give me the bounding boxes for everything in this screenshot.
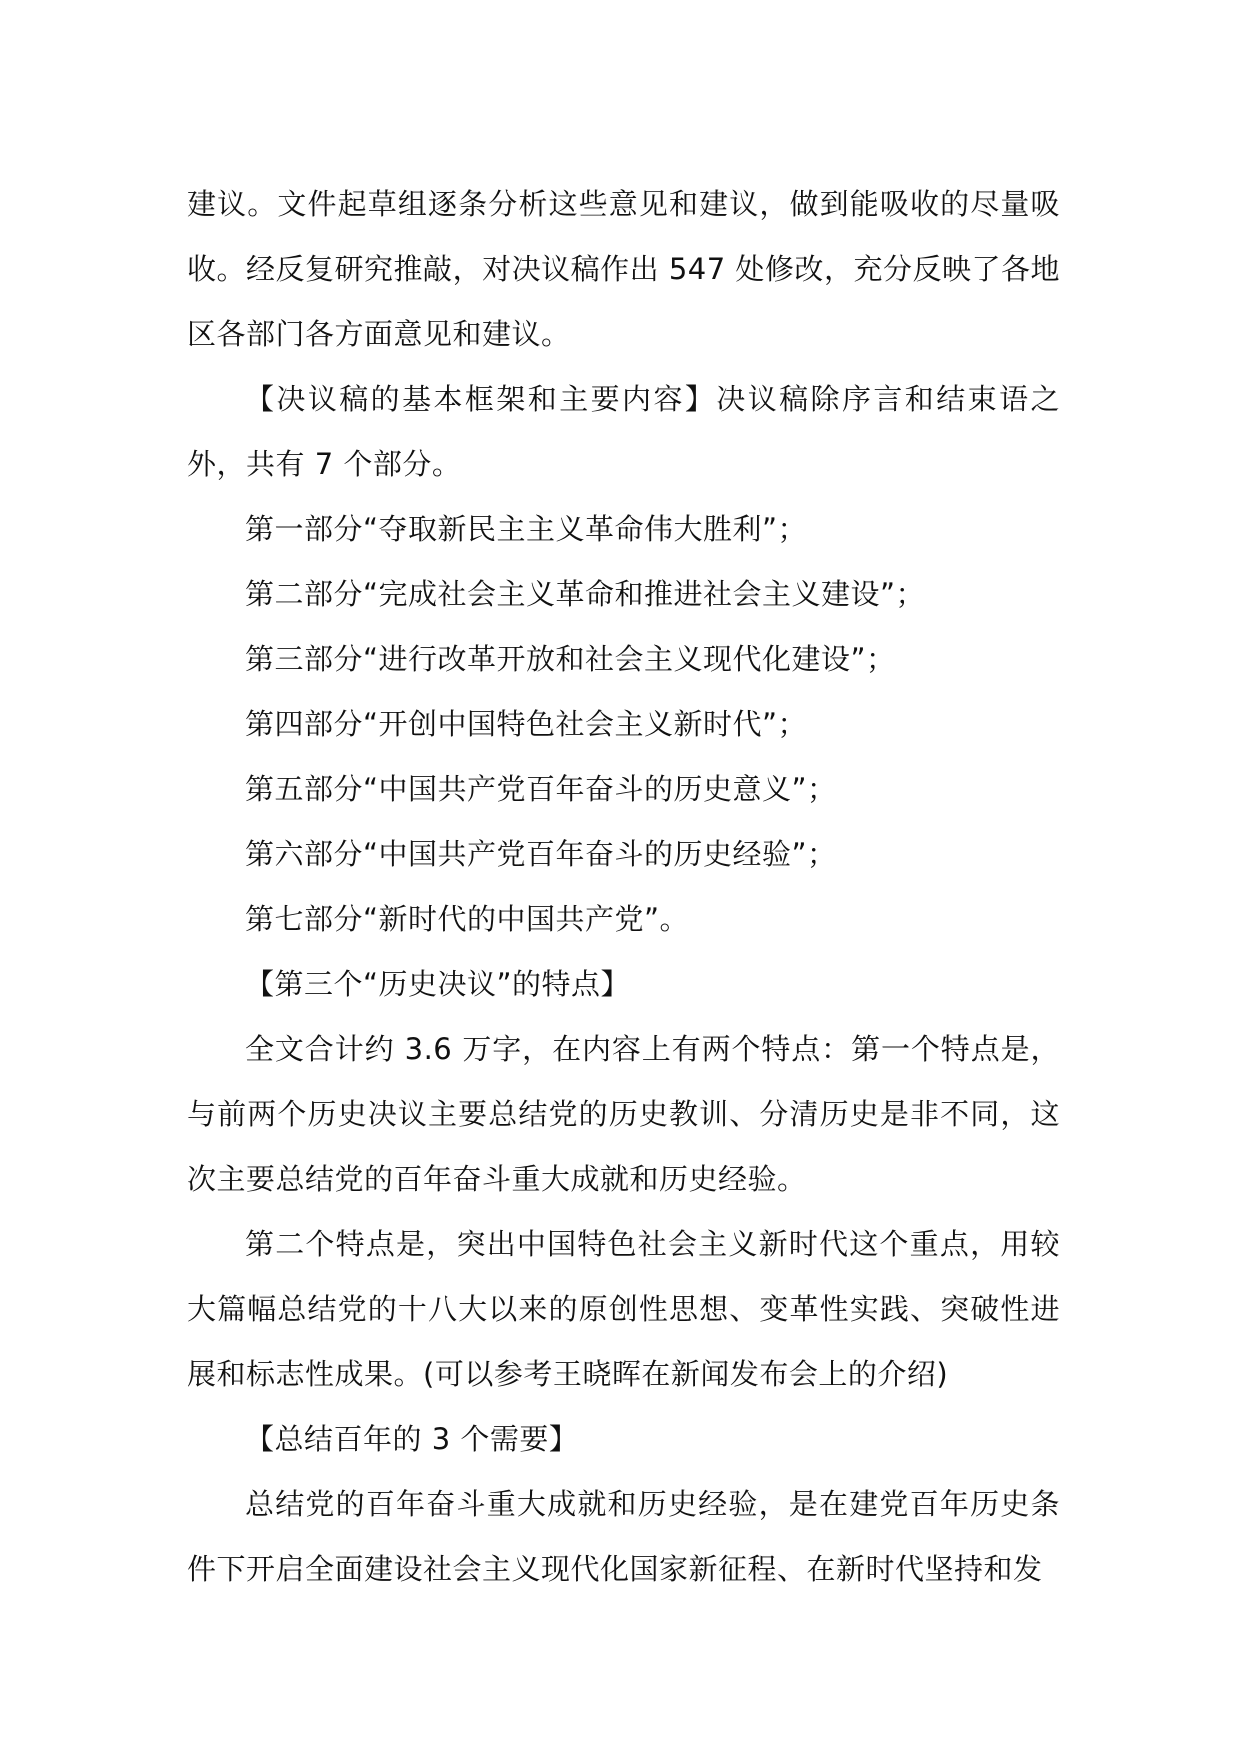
paragraph-first-feature: 全文合计约 3.6 万字，在内容上有两个特点：第一个特点是，与前两个历史决议主要总结党的历史教训、分清历史是非不同，这次主要总结党的百年奋斗重大成就和历史经验。	[187, 1032, 1060, 1196]
list-item-part-2: 第二部分“完成社会主义革命和推进社会主义建设”；	[245, 577, 926, 611]
paragraph-continuation: 建议。文件起草组逐条分析这些意见和建议，做到能吸收的尽量吸收。经反复研究推敲，对决议稿作出 547 处修改，充分反映了各地区各部门各方面意见和建议。	[187, 187, 1060, 351]
paragraph-second-feature: 第二个特点是，突出中国特色社会主义新时代这个重点，用较大篇幅总结党的十八大以来的原创性思想、变革性实践、突破性进展和标志性成果。(可以参考王晓晖在新闻发布会上的介绍)	[187, 1227, 1060, 1391]
list-item-part-5: 第五部分“中国共产党百年奋斗的历史意义”；	[245, 772, 837, 806]
paragraph-framework-heading: 【决议稿的基本框架和主要内容】决议稿除序言和结束语之外，共有 7 个部分。	[187, 382, 1060, 481]
list-item-part-7: 第七部分“新时代的中国共产党”。	[245, 902, 690, 936]
paragraph-three-needs: 总结党的百年奋斗重大成就和历史经验，是在建党百年历史条件下开启全面建设社会主义现代化国家新征程、在新时代坚持和发	[187, 1487, 1060, 1586]
list-item-part-3: 第三部分“进行改革开放和社会主义现代化建设”；	[245, 642, 896, 676]
list-item-part-6: 第六部分“中国共产党百年奋斗的历史经验”；	[245, 837, 837, 871]
list-item-part-1: 第一部分“夺取新民主主义革命伟大胜利”；	[245, 512, 808, 546]
section-heading-three-needs: 【总结百年的 3 个需要】	[245, 1422, 579, 1456]
list-item-part-4: 第四部分“开创中国特色社会主义新时代”；	[245, 707, 808, 741]
section-heading-features: 【第三个“历史决议”的特点】	[245, 967, 631, 1001]
